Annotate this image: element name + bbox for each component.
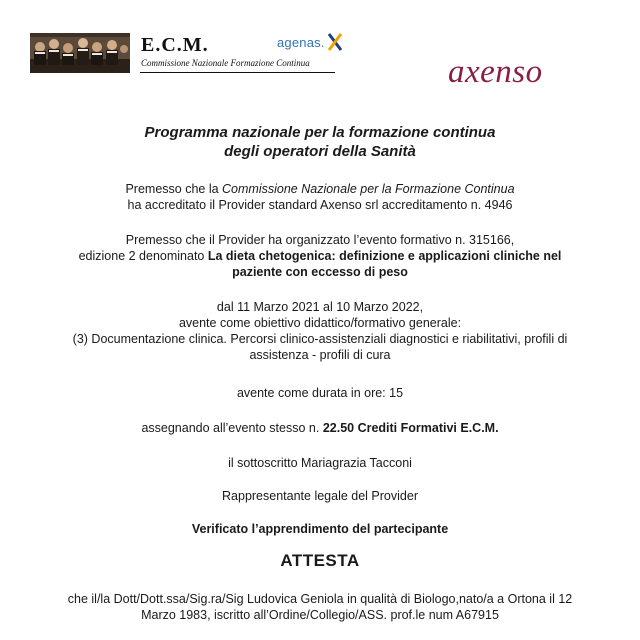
event-title-part-2: paziente con eccesso di peso — [232, 265, 408, 279]
document-heading — [20, 123, 620, 161]
participant-line-2: Marzo 1983, iscritto all’Ordine/Collegio/ASS. prof.le num A67915 — [141, 608, 499, 622]
heading-line-1: Programma nazionale per la formazione continua — [144, 124, 496, 141]
attesta-heading: ATTESTA — [280, 551, 360, 570]
event-credits — [20, 420, 620, 436]
edition-prefix: edizione 2 denominato — [78, 249, 208, 263]
objective-text-2: assistenza - profili di cura — [249, 348, 391, 362]
signatory-name: il sottoscritto Mariagrazia Tacconi — [228, 456, 412, 470]
credits-value: 22.50 Crediti Formativi E.C.M. — [322, 421, 499, 435]
ecm-logo-title: E.C.M. — [141, 34, 209, 56]
premise-event — [20, 232, 620, 280]
agenas-logo-text: agenas. — [277, 35, 325, 50]
objective-text-1: (3) Documentazione clinica. Percorsi clinico-assistenziali diagnostici e riabilitativi, profili di — [72, 332, 568, 346]
event-title-part-1: La dieta chetogenica: definizione e applicazioni cliniche nel — [207, 249, 562, 263]
event-duration: avente come durata in ore: 15 — [236, 386, 404, 400]
objective-label: avente come obiettivo didattico/formativo generale: — [178, 316, 462, 330]
event-number-line: Premesso che il Provider ha organizzato l’evento formativo n. 315166, — [125, 233, 515, 247]
ecm-logo-subtitle: Commissione Nazionale Formazione Continua — [141, 58, 310, 68]
verification-statement — [20, 521, 620, 537]
axenso-logo: axenso — [448, 54, 543, 90]
premise-prefix: Premesso che la — [125, 182, 223, 196]
event-period-objective — [20, 299, 620, 363]
agenas-x-icon — [328, 33, 342, 51]
commission-name: Commissione Nazionale per la Formazione Continua — [222, 182, 515, 196]
event-dates: dal 11 Marzo 2021 al 10 Marzo 2022, — [216, 300, 424, 314]
participant-line-1: che il/la Dott/Dott.ssa/Sig.ra/Sig Ludovica Geniola in qualità di Biologo,nato/a a Ortona il 12 — [67, 592, 573, 606]
heading-line-2: degli operatori della Sanità — [224, 143, 416, 160]
credits-prefix: assegnando all’evento stesso n. — [141, 421, 323, 435]
verification-text: Verificato l’apprendimento del partecipante — [191, 522, 449, 536]
participant-statement — [20, 591, 620, 623]
ecm-logo-painting — [30, 33, 130, 73]
signatory-role: Rappresentante legale del Provider — [222, 489, 418, 503]
accreditation-line: ha accreditato il Provider standard Axenso srl accreditamento n. 4946 — [127, 198, 513, 212]
ecm-logo-underline — [140, 72, 335, 73]
agenas-logo — [277, 33, 342, 51]
premise-accreditation — [20, 181, 620, 213]
